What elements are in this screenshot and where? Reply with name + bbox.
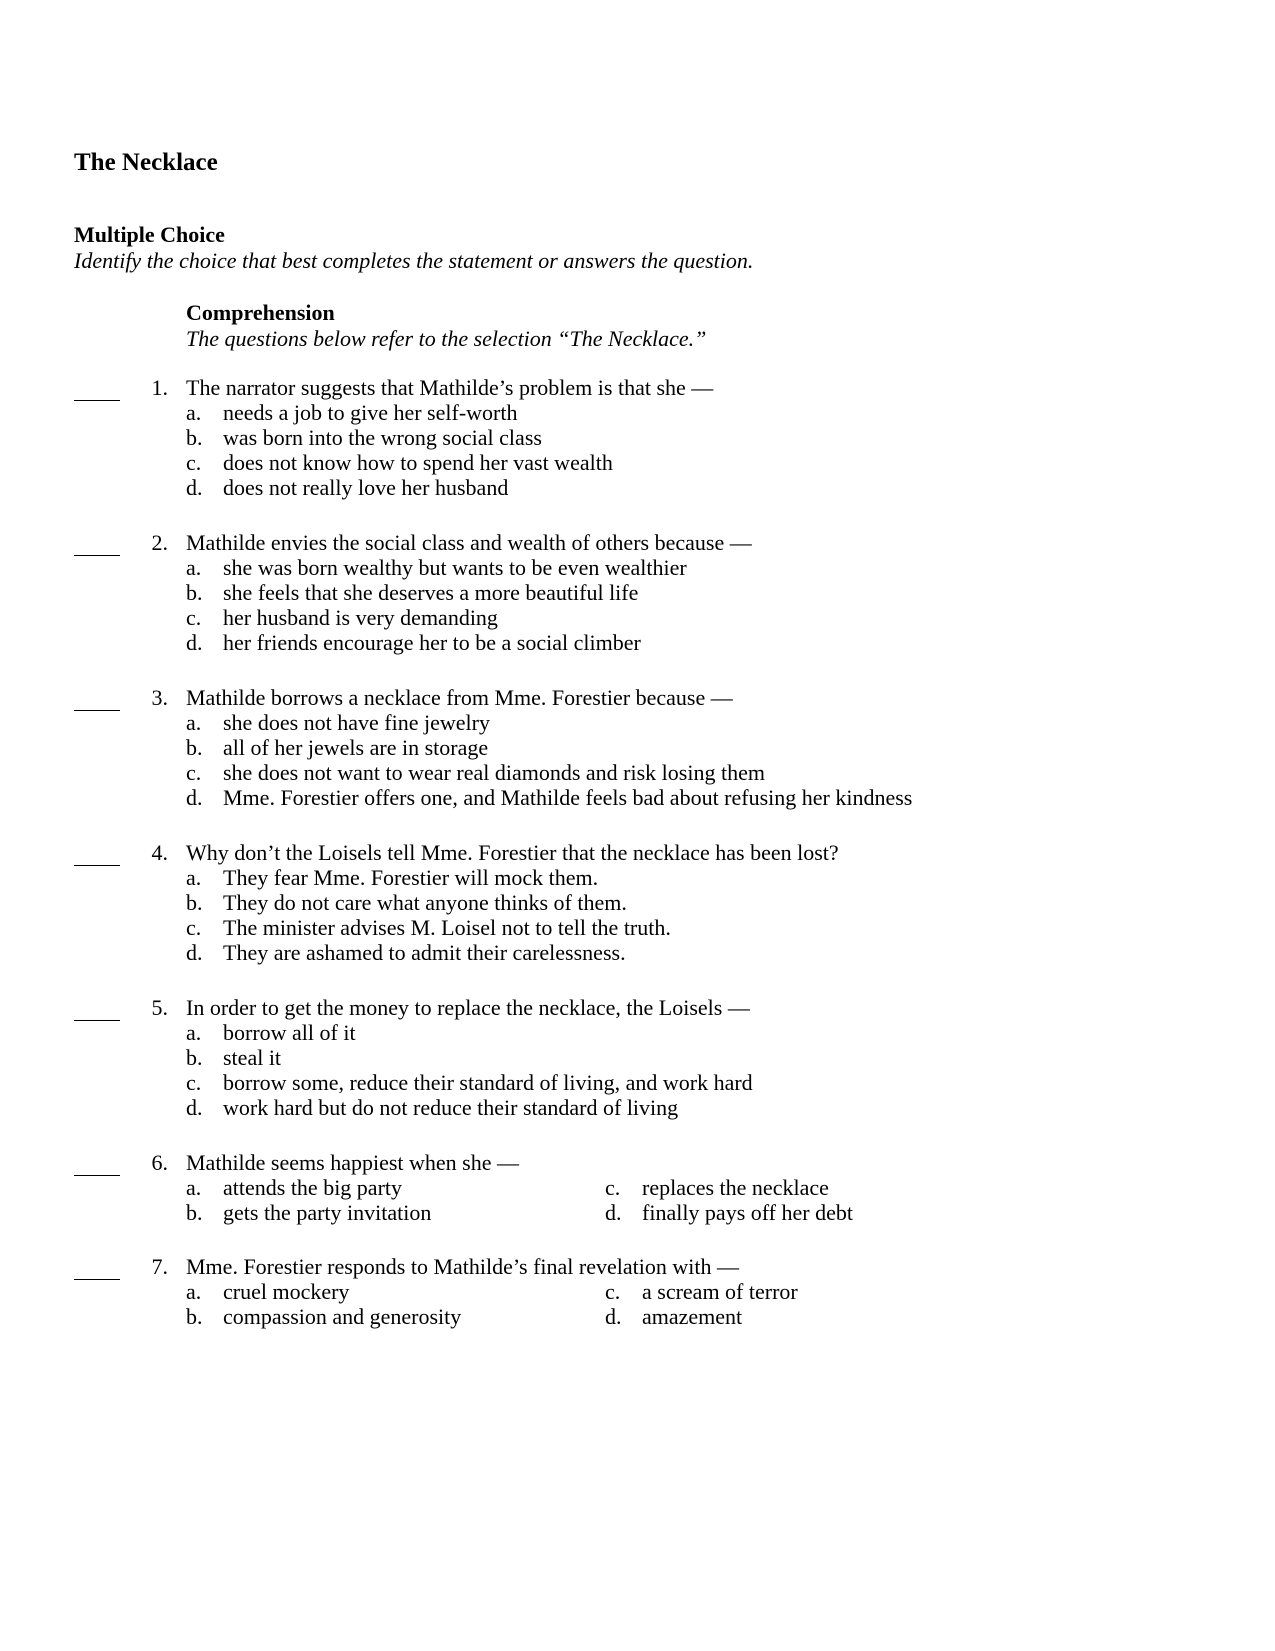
choice-letter: c. (186, 1070, 202, 1095)
choice-letter: b. (186, 735, 203, 760)
choice-text: all of her jewels are in storage (223, 735, 489, 760)
answer-blank[interactable] (74, 1150, 120, 1176)
choice-text: Mme. Forestier offers one, and Mathilde feels bad about refusing her kindness (223, 785, 913, 810)
choice-letter: d. (186, 630, 203, 655)
choice-text: amazement (642, 1304, 743, 1329)
choice-letter: a. (186, 1020, 202, 1045)
choice-letter: c. (186, 605, 202, 630)
choice-letter: a. (186, 1175, 202, 1200)
question-number: 5. (151, 995, 168, 1020)
question-stem: Mme. Forestier responds to Mathilde’s final revelation with — (186, 1254, 739, 1279)
choice-letter: d. (186, 940, 203, 965)
question-stem: In order to get the money to replace the necklace, the Loisels — (186, 995, 750, 1020)
choice-text: compassion and generosity (223, 1304, 462, 1329)
choice-letter: c. (186, 760, 202, 785)
answer-blank[interactable] (74, 530, 120, 556)
choice-text: They are ashamed to admit their carelessness. (223, 940, 626, 965)
choice-text: her husband is very demanding (223, 605, 498, 630)
choice-letter: a. (186, 400, 202, 425)
choice-text: needs a job to give her self-worth (223, 400, 518, 425)
answer-blank[interactable] (74, 840, 120, 866)
choice-text: borrow some, reduce their standard of living, and work hard (223, 1070, 753, 1095)
choice-text: does not know how to spend her vast wealth (223, 450, 613, 475)
question-stem: Mathilde borrows a necklace from Mme. Forestier because — (186, 685, 733, 710)
choice-letter: a. (186, 865, 202, 890)
choice-letter: d. (186, 785, 203, 810)
choice-text: attends the big party (223, 1175, 403, 1200)
question-number: 2. (151, 530, 168, 555)
choice-letter: a. (186, 555, 202, 580)
choice-letter: d. (605, 1200, 622, 1225)
choice-text: her friends encourage her to be a social climber (223, 630, 641, 655)
choice-text: does not really love her husband (223, 475, 509, 500)
choice-letter: b. (186, 890, 203, 915)
choice-text: They fear Mme. Forestier will mock them. (223, 865, 599, 890)
question-stem: Why don’t the Loisels tell Mme. Forestier that the necklace has been lost? (186, 840, 839, 865)
choice-letter: a. (186, 1279, 202, 1304)
answer-blank[interactable] (74, 375, 120, 401)
choice-text: replaces the necklace (642, 1175, 829, 1200)
subsection-heading: Comprehension (186, 300, 335, 325)
question-stem: Mathilde seems happiest when she — (186, 1150, 519, 1175)
answer-blank[interactable] (74, 1254, 120, 1280)
choice-text: They do not care what anyone thinks of them. (223, 890, 627, 915)
answer-blank[interactable] (74, 995, 120, 1021)
choice-letter: b. (186, 580, 203, 605)
question-number: 6. (151, 1150, 168, 1175)
choice-text: steal it (223, 1045, 282, 1070)
section-heading: Multiple Choice (74, 222, 225, 247)
choice-letter: c. (605, 1175, 621, 1200)
choice-text: borrow all of it (223, 1020, 356, 1045)
choice-letter: c. (186, 450, 202, 475)
answer-blank[interactable] (74, 685, 120, 711)
choice-letter: d. (186, 475, 203, 500)
choice-text: a scream of terror (642, 1279, 798, 1304)
question-stem: The narrator suggests that Mathilde’s problem is that she — (186, 375, 714, 400)
question-number: 4. (151, 840, 168, 865)
choice-letter: b. (186, 1045, 203, 1070)
choice-letter: a. (186, 710, 202, 735)
choice-letter: b. (186, 1304, 203, 1329)
choice-letter: c. (605, 1279, 621, 1304)
choice-letter: d. (186, 1095, 203, 1120)
choice-letter: c. (186, 915, 202, 940)
choice-text: she does not have fine jewelry (223, 710, 490, 735)
question-stem: Mathilde envies the social class and wealth of others because — (186, 530, 752, 555)
choice-text: work hard but do not reduce their standard of living (223, 1095, 679, 1120)
choice-text: finally pays off her debt (642, 1200, 853, 1225)
choice-text: she feels that she deserves a more beautiful life (223, 580, 639, 605)
choice-text: cruel mockery (223, 1279, 350, 1304)
choice-text: she does not want to wear real diamonds and risk losing them (223, 760, 765, 785)
choice-text: The minister advises M. Loisel not to tell the truth. (223, 915, 671, 940)
question-number: 3. (151, 685, 168, 710)
document-title: The Necklace (74, 149, 218, 176)
choice-text: was born into the wrong social class (223, 425, 542, 450)
subsection-instructions: The questions below refer to the selection “The Necklace.” (186, 326, 707, 351)
question-number: 7. (151, 1254, 168, 1279)
choice-letter: b. (186, 425, 203, 450)
section-instructions: Identify the choice that best completes the statement or answers the question. (74, 248, 754, 273)
choice-letter: d. (605, 1304, 622, 1329)
choice-text: she was born wealthy but wants to be even wealthier (223, 555, 687, 580)
choice-text: gets the party invitation (223, 1200, 432, 1225)
choice-letter: b. (186, 1200, 203, 1225)
question-number: 1. (151, 375, 168, 400)
